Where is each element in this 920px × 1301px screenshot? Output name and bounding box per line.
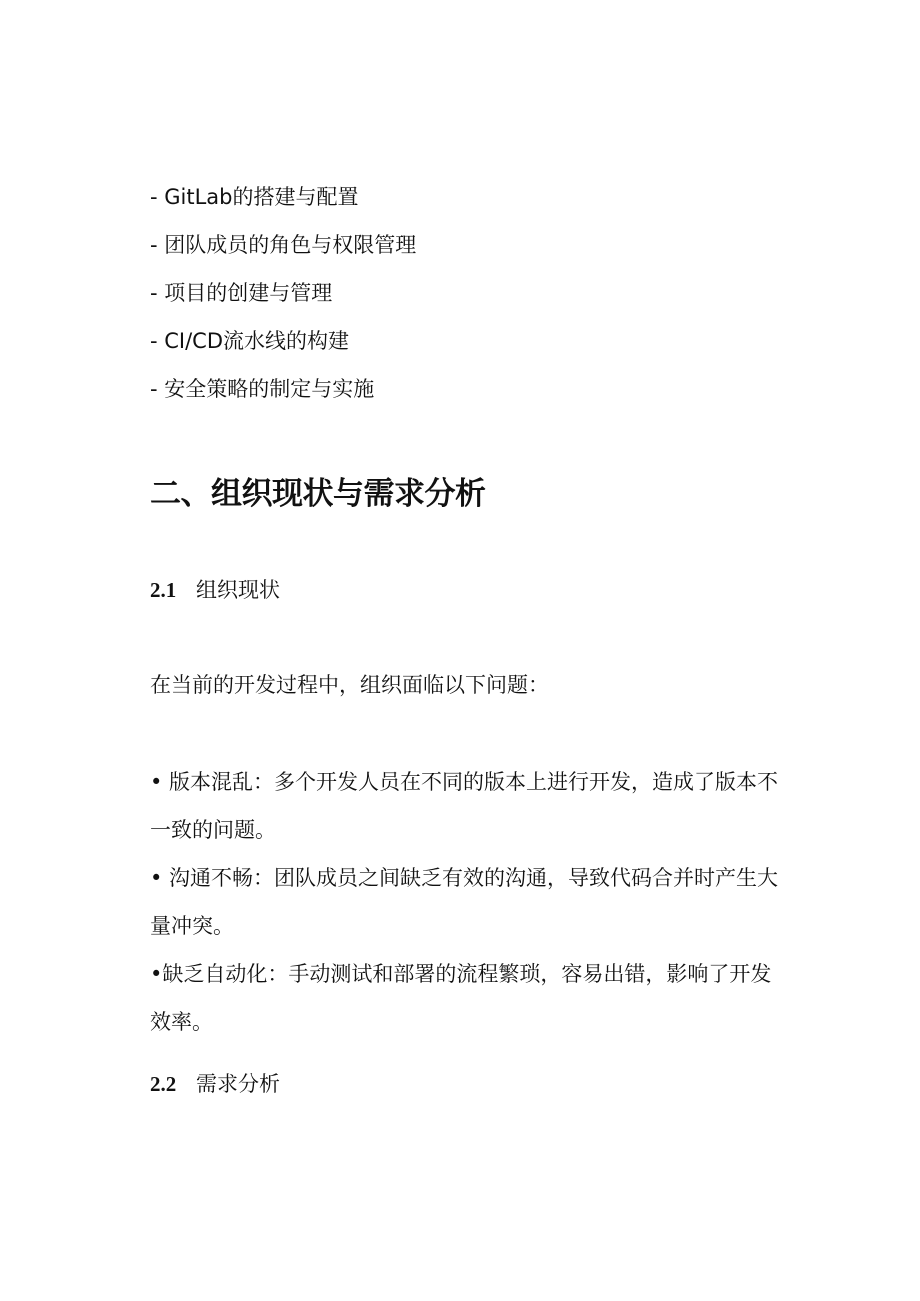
subsection-heading-current-state: [150, 576, 280, 604]
list-item-gitlab-setup: - GitLab的搭建与配置: [150, 185, 359, 209]
bullet-version-chaos: [150, 758, 800, 854]
subsection-number: 2.1: [150, 578, 177, 602]
intro-paragraph: 在当前的开发过程中，组织面临以下问题：: [150, 673, 549, 697]
bullet-text-line: • 沟通不畅：团队成员之间缺乏有效的沟通，导致代码合并时产生大: [150, 866, 779, 890]
bullet-text-line: 一致的问题。: [150, 818, 276, 842]
section-heading: 二、组织现状与需求分析: [150, 476, 486, 512]
subsection-title: 需求分析: [196, 1072, 280, 1096]
list-item-security-policy: - 安全策略的制定与实施: [150, 377, 375, 401]
bullet-lack-automation: [150, 950, 800, 1046]
subsection-heading-requirements: [150, 1070, 280, 1098]
list-item-project-management: - 项目的创建与管理: [150, 281, 333, 305]
bullet-poor-communication: [150, 854, 800, 950]
list-item-roles-permissions: - 团队成员的角色与权限管理: [150, 233, 417, 257]
bullet-text-line: •缺乏自动化：手动测试和部署的流程繁琐，容易出错，影响了开发: [150, 962, 772, 986]
subsection-title: 组织现状: [196, 578, 280, 602]
subsection-number: 2.2: [150, 1072, 177, 1096]
bullet-text-line: • 版本混乱：多个开发人员在不同的版本上进行开发，造成了版本不: [150, 770, 779, 794]
bullet-text-line: 效率。: [150, 1010, 213, 1034]
bullet-text-line: 量冲突。: [150, 914, 234, 938]
list-item-cicd-pipeline: - CI/CD流水线的构建: [150, 329, 350, 353]
